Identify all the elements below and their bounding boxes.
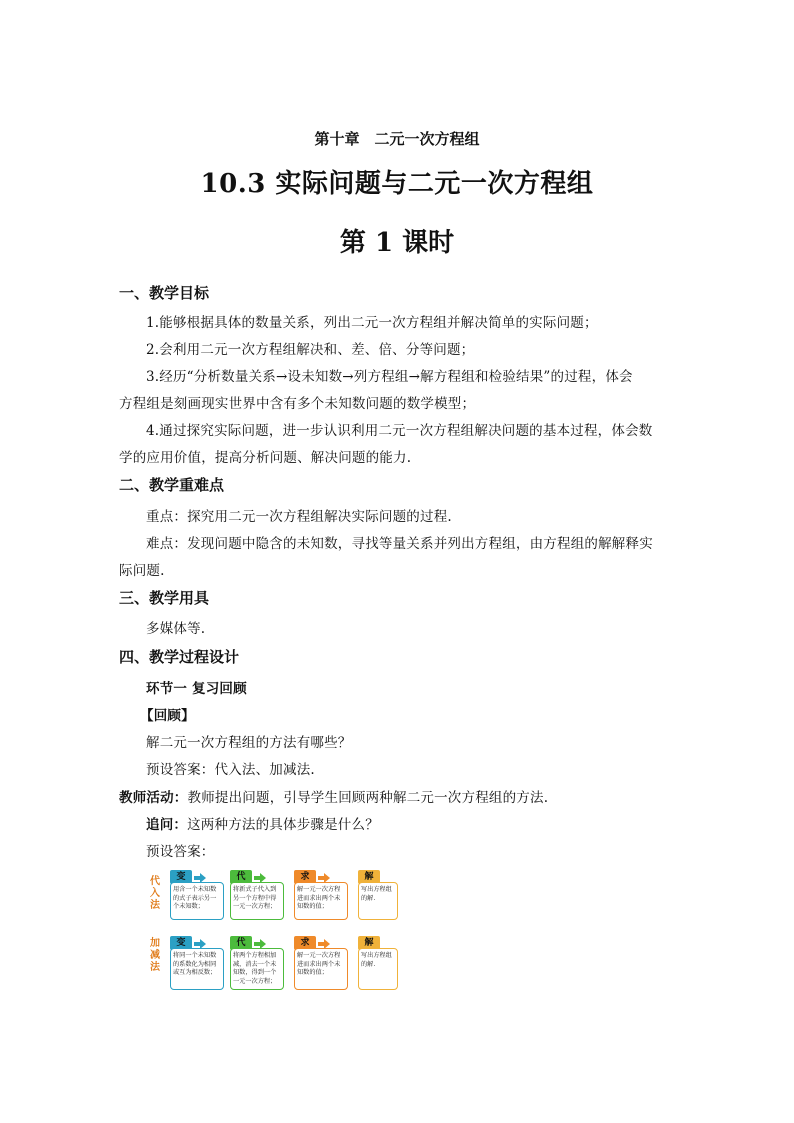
step-description: 写出方程组的解.: [358, 882, 398, 920]
difficulty-point: 难点：发现问题中隐含的未知数，寻找等量关系并列出方程组，由方程组的解解释实: [146, 536, 653, 552]
difficulty-point-continuation: 际问题.: [119, 563, 165, 579]
step-description: 将两个方程相加减，消去一个未知数，得到一个一元一次方程；: [230, 948, 284, 990]
key-points-heading: 二、教学重难点: [119, 476, 225, 494]
step-tab: 变: [170, 936, 192, 950]
objectives-heading: 一、教学目标: [119, 284, 210, 302]
step-tab: 解: [358, 936, 380, 950]
step-description: 用含一个未知数的式子表示另一个未知数；: [170, 882, 224, 920]
review-tag: 【回顾】: [140, 708, 195, 724]
step-description: 写出方程组的解.: [358, 948, 398, 990]
step-tab: 变: [170, 870, 192, 884]
process-heading: 四、教学过程设计: [119, 648, 240, 666]
step-description: 解一元一次方程进而求出两个未知数的值；: [294, 948, 348, 990]
followup-label: 追问：: [146, 817, 188, 833]
teacher-activity: [119, 786, 548, 806]
step-tab: 代: [230, 936, 252, 950]
review-answer: 预设答案：代入法、加减法.: [146, 762, 315, 778]
tools-heading: 三、教学用具: [119, 589, 210, 607]
step-tab: 求: [294, 936, 316, 950]
step-title: 环节一 复习回顾: [146, 681, 247, 697]
method-label: 加减法: [150, 938, 160, 973]
focus-point: 重点：探究用二元一次方程组解决实际问题的过程.: [146, 509, 452, 525]
tools-text: 多媒体等.: [146, 621, 206, 637]
objective-item-continuation: 学的应用价值，提高分析问题、解决问题的能力.: [119, 450, 412, 466]
solution-methods-diagram: [144, 866, 404, 991]
followup-text: 这两种方法的具体步骤是什么？: [187, 817, 379, 833]
followup-question: [146, 813, 379, 833]
objective-item: 3.经历“分析数量关系→设未知数→列方程组→解方程组和检验结果”的过程，体会: [146, 369, 633, 385]
step-tab: 代: [230, 870, 252, 884]
lesson-main-title: 10.3 实际问题与二元一次方程组: [200, 169, 594, 199]
lesson-period-title: 第 1 课时: [339, 228, 455, 258]
review-question: 解二元一次方程组的方法有哪些？: [146, 735, 352, 751]
step-description: 将新式子代入到另一个方程中得一元一次方程；: [230, 882, 284, 920]
objective-item: 4.通过探究实际问题，进一步认识利用二元一次方程组解决问题的基本过程，体会数: [146, 423, 653, 439]
method-label: 代入法: [150, 876, 160, 911]
followup-answer: 预设答案：: [146, 844, 215, 860]
chapter-title: 第十章 二元一次方程组: [314, 130, 480, 148]
teacher-activity-text: 教师提出问题，引导学生回顾两种解二元一次方程组的方法.: [187, 790, 549, 806]
objective-item: 2.会利用二元一次方程组解决和、差、倍、分等问题；: [146, 342, 475, 358]
step-description: 解一元一次方程进而求出两个未知数的值；: [294, 882, 348, 920]
objective-item-continuation: 方程组是刻画现实世界中含有多个未知数问题的数学模型；: [119, 396, 476, 412]
step-tab: 求: [294, 870, 316, 884]
step-description: 将同一个未知数的系数化为相同或互为相反数；: [170, 948, 224, 990]
objective-item: 1.能够根据具体的数量关系，列出二元一次方程组并解决简单的实际问题；: [146, 315, 598, 331]
step-tab: 解: [358, 870, 380, 884]
teacher-activity-label: 教师活动：: [119, 790, 188, 806]
